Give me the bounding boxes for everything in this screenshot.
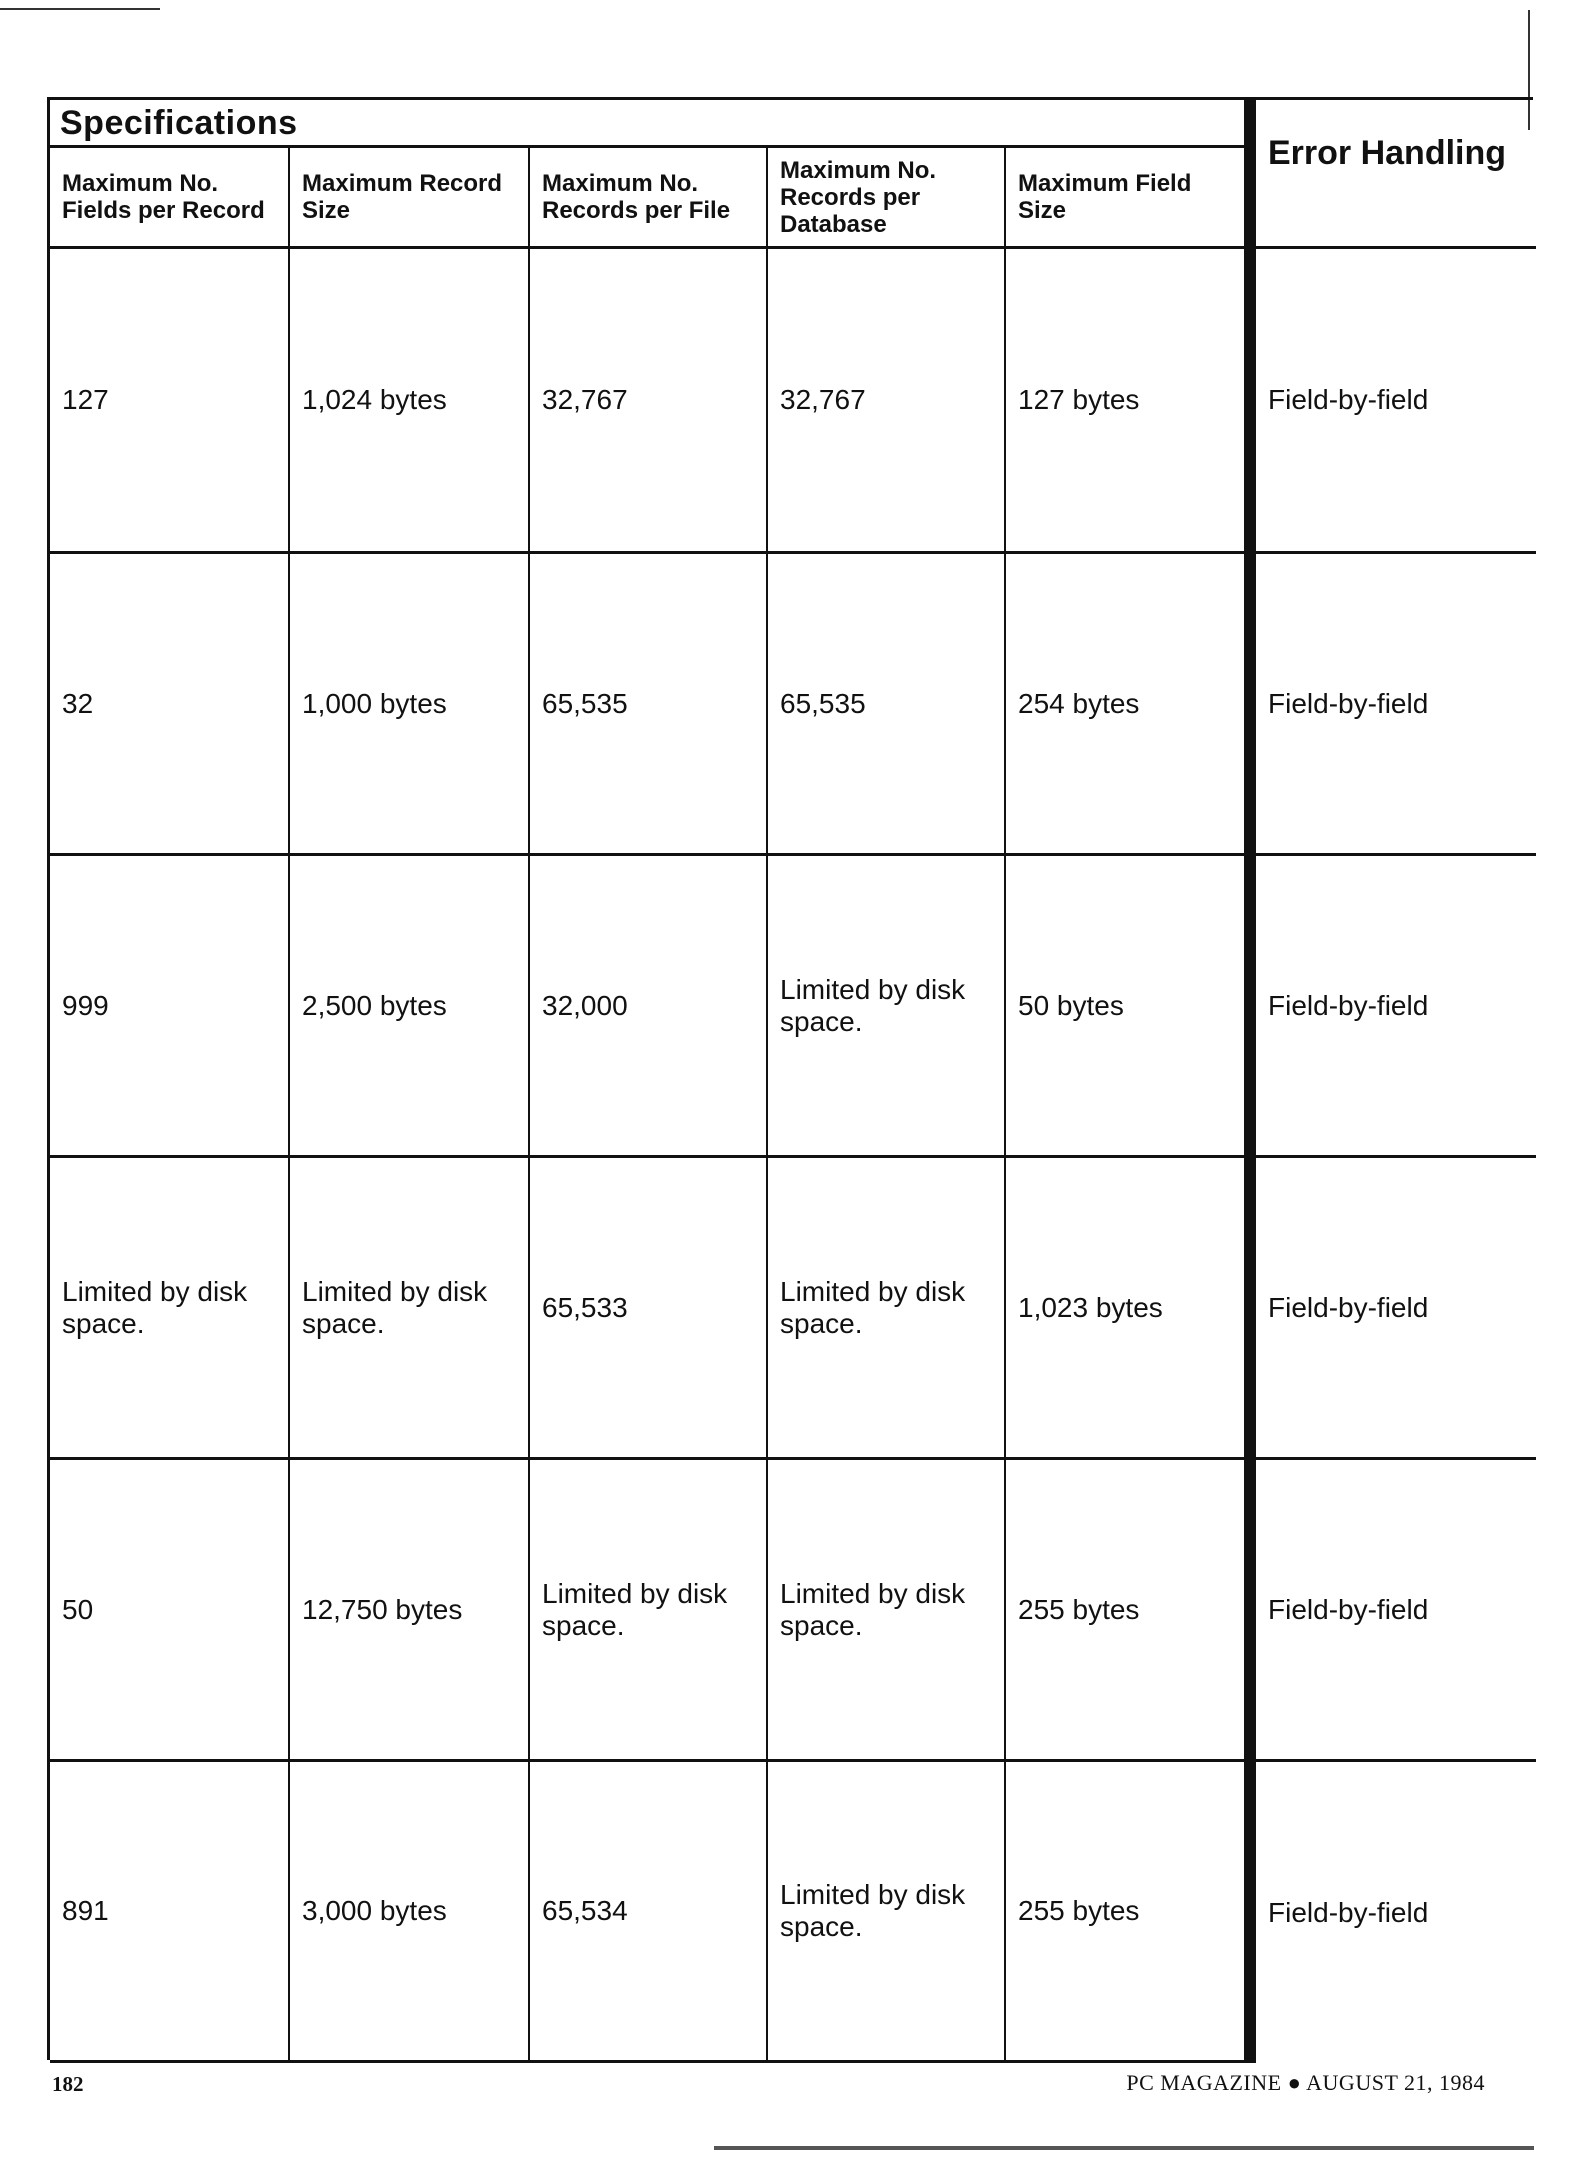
table-cell: Limited by disk space. [768,1460,1006,1762]
table-cell: Limited by disk space. [290,1158,530,1460]
table-cell: 254 bytes [1006,554,1244,856]
column-divider [1244,100,1256,2063]
table-cell: Limited by disk space. [768,1158,1006,1460]
table-cell: 32 [50,554,290,856]
column-header-record-size: Maximum Record Size [290,148,530,249]
table-cell-error-handling: Field-by-field [1256,249,1536,554]
table-cell: 3,000 bytes [290,1762,530,2063]
table-cell: 1,023 bytes [1006,1158,1244,1460]
table-cell: 999 [50,856,290,1158]
table-cell: 65,533 [530,1158,768,1460]
table-cell: 32,000 [530,856,768,1158]
page-number: 182 [52,2072,84,2096]
table-cell: 12,750 bytes [290,1460,530,1762]
table-cell: Limited by disk space. [530,1460,768,1762]
table-cell: Limited by disk space. [50,1158,290,1460]
error-handling-heading: Error Handling [1256,100,1536,249]
table-cell: 65,534 [530,1762,768,2063]
table-cell: 1,024 bytes [290,249,530,554]
column-header-records-per-database: Maximum No. Records per Database [768,148,1006,249]
table-cell: 32,767 [530,249,768,554]
table-cell: 65,535 [530,554,768,856]
table-cell: 1,000 bytes [290,554,530,856]
column-header-records-per-file: Maximum No. Records per File [530,148,768,249]
section-title: Specifications [50,100,1244,148]
table-cell: 50 [50,1460,290,1762]
table-cell: 32,767 [768,249,1006,554]
table-cell: 891 [50,1762,290,2063]
table-cell: Limited by disk space. [768,1762,1006,2063]
table-cell: 65,535 [768,554,1006,856]
table-cell-error-handling: Field-by-field [1256,1460,1536,1762]
table-cell: 127 bytes [1006,249,1244,554]
top-rule [0,8,160,10]
table-cell: 255 bytes [1006,1762,1244,2063]
table-cell-error-handling: Field-by-field [1256,856,1536,1158]
table-cell: 2,500 bytes [290,856,530,1158]
column-header-fields-per-record: Maximum No. Fields per Record [50,148,290,249]
publication-footer: PC MAGAZINE ● AUGUST 21, 1984 [1126,2070,1485,2095]
bottom-rule [714,2146,1534,2150]
table-cell-error-handling: Field-by-field [1268,1896,1429,1928]
specifications-table [47,97,1533,2060]
table-cell-error-handling: Field-by-field [1256,1158,1536,1460]
column-header-field-size: Maximum Field Size [1006,148,1244,249]
table-cell: Limited by disk space. [768,856,1006,1158]
table-cell: 127 [50,249,290,554]
table-cell-error-handling: Field-by-field [1256,554,1536,856]
table-cell: 50 bytes [1006,856,1244,1158]
table-cell: 255 bytes [1006,1460,1244,1762]
